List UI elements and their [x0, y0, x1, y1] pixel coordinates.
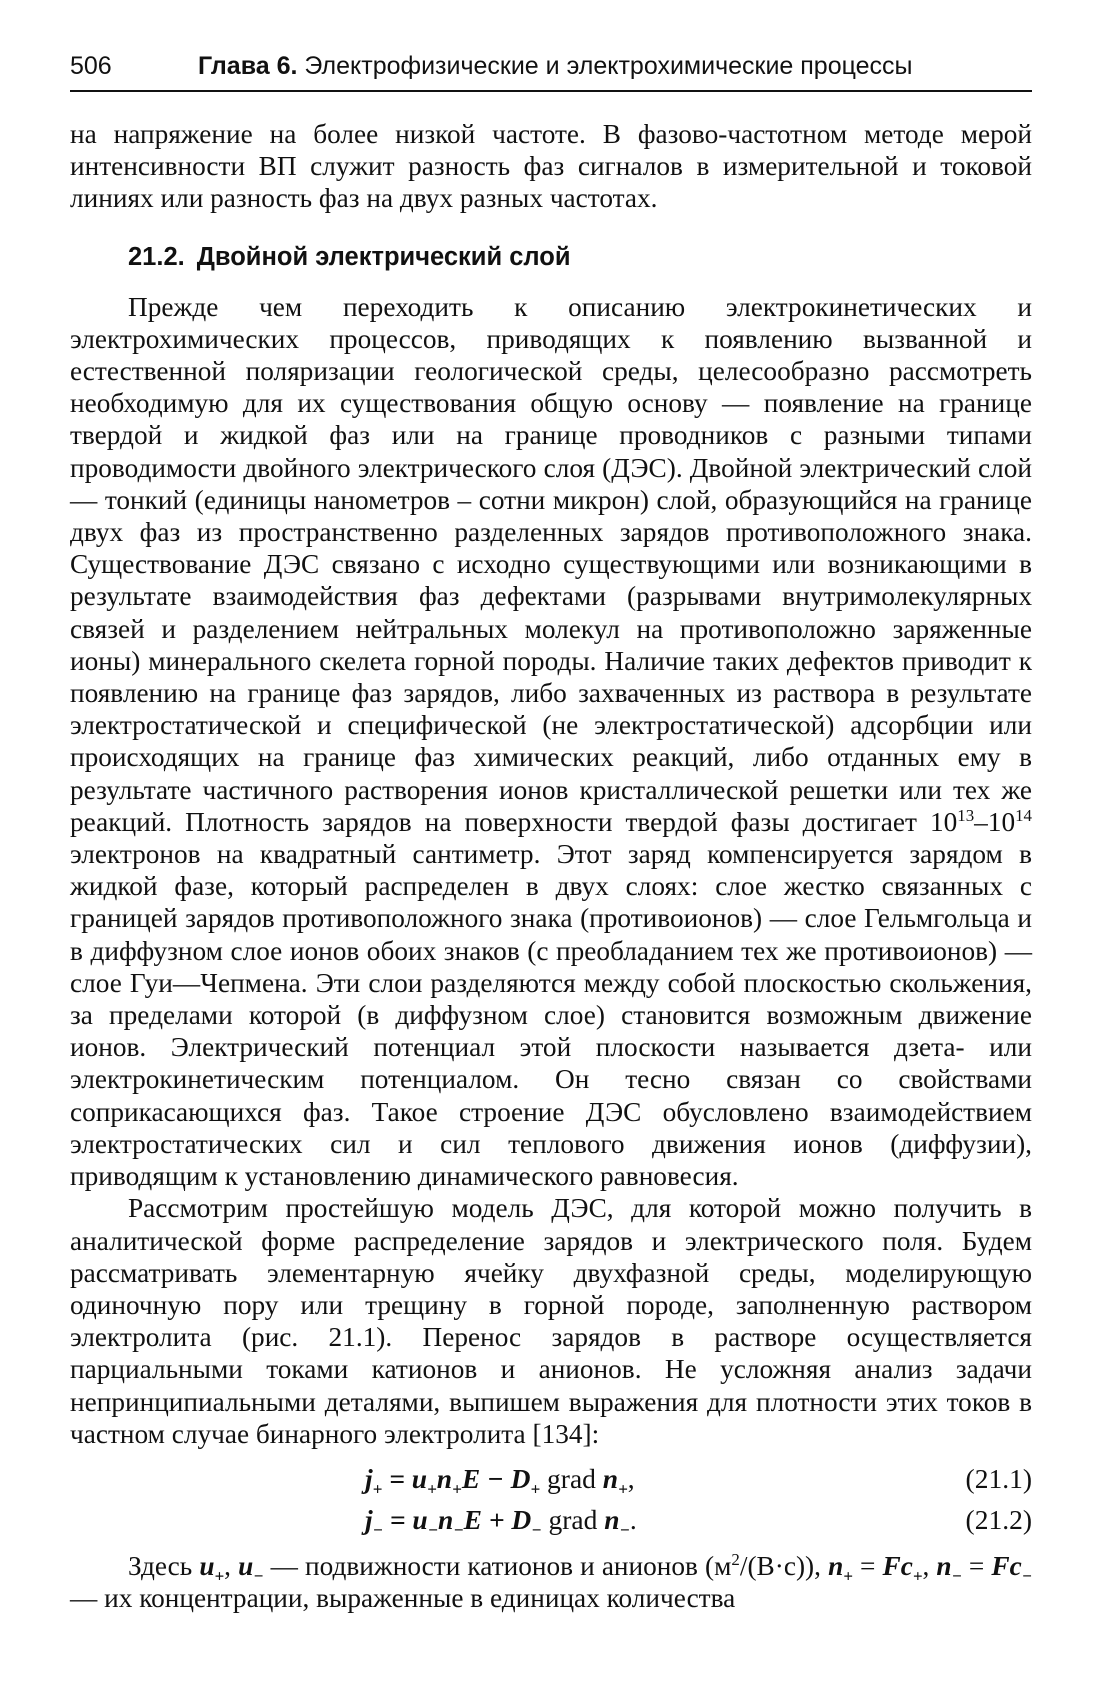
paragraph-continued: на напряжение на более низкой частоте. В фазово-частотном методе мерой интенсивности ВП служит разность фаз сигналов в измерительной и токовой линиях или разность фаз на двух разных частотах. — [70, 119, 1032, 214]
paragraph-des-description — [70, 291, 1032, 1193]
paragraph-definitions: Здесь $u_+$, $u_-$ — подвижности катионов и анионов $(м^2/(В\cdot с))$, $n_+ = Fc_+$, $n_- = Fc_-$ — их концентрации, выраженные в единицах количества — [70, 1549, 1032, 1614]
density-exponent-high: 14 — [1015, 805, 1032, 825]
paragraph-model: Рассмотрим простейшую модель ДЭС, для которой можно получить в аналитической форме распределение зарядов и электрического поля. Будем рассматривать элементарную ячейку двухфазной среды, моделирующую одиночную пору или трещину в горной породе, заполненную раствором электролита (рис. 21.1). Перенос зарядов в растворе осуществляется парциальными токами катионов и анионов. Не усложняя анализ задачи непринципиальными деталями, выпишем выражения для плотности этих токов в частном случае бинарного электролита [134]: — [70, 1193, 1032, 1449]
density-value-high: 10 — [987, 806, 1016, 837]
density-dash: – — [974, 806, 988, 837]
formula-block — [70, 1458, 1032, 1540]
equation-number: (21.1) — [965, 1462, 1032, 1494]
page-number: 506 — [70, 52, 112, 80]
equation-number: (21.2) — [965, 1503, 1032, 1535]
book-page — [70, 50, 1032, 1614]
formula-21-1 — [70, 1458, 1032, 1499]
chapter-label: Глава 6. — [198, 52, 298, 80]
paragraph-text: Прежде чем переходить к описанию электрокинетических и электрохимических процессов, приводящих к появлению вызванной и естественной поляризации геологической среды, целесообразно рассмотреть необходимую для их существования общую основу — появление на границе твердой и жидкой фаз или на границе проводников с разными типами проводимости двойного электрического слоя (ДЭС). Двойной электрический слой — тонкий (единицы нанометров – сотни микрон) слой, образующийся на границе двух фаз из пространственно разделенных зарядов противоположного знака. Существование ДЭС связано с исходно существующими или возникающими в результате взаимодействия фаз дефектами (разрывами внутримолекулярных связей и разделением нейтральных молекул на противоположно заряженные ионы) минерального скелета горной породы. Наличие таких дефектов приводит к появлению на границе фаз зарядов, либо захваченных из раствора в результате электростатической и специфической (не электростатической) адсорбции или происходящих на границе фаз химических реакций, либо отданных ему в результате частичного растворения ионов кристаллической решетки или тех же реакций. Плотность зарядов на поверхности твердой фазы достигает — [70, 291, 1032, 837]
section-number: 21.2. — [128, 242, 185, 271]
formula-expression: $j_- = u_-n_-E + D_-$ grad $n_-$. — [365, 1503, 637, 1540]
density-exponent-low: 13 — [957, 805, 975, 825]
formula-expression: $j_+ = u_+n_+E - D_+$ grad $n_+$, — [365, 1462, 635, 1499]
density-value-low: 10 — [929, 806, 958, 837]
section-heading — [128, 241, 1032, 273]
running-header — [70, 50, 1032, 92]
section-title: Двойной электрический слой — [196, 242, 571, 271]
chapter-title: Электрофизические и электрохимические процессы — [304, 52, 913, 80]
paragraph-text: электронов на квадратный сантиметр. Этот заряд компенсируется зарядом в жидкой фазе, который распределен в двух слоях: слое жестко связанных с границей зарядов противоположного знака (противоионов) — слое Гельмгольца и в диффузном слое ионов обоих знаков (с преобладанием тех же противоионов) — слое Гуи—Чепмена. Эти слои разделяются между собой плоскостью скольжения, за пределами которой (в диффузном слое) становится возможным движение ионов. Электрический потенциал этой плоскости называется дзета- или электрокинетическим потенциалом. Он тесно связан со свойствами соприкасающихся фаз. Такое строение ДЭС обусловлено взаимодействием электростатических сил и сил теплового движения ионов (диффузии), приводящим к установлению динамического равновесия. — [70, 839, 1032, 1192]
formula-21-2 — [70, 1499, 1032, 1540]
